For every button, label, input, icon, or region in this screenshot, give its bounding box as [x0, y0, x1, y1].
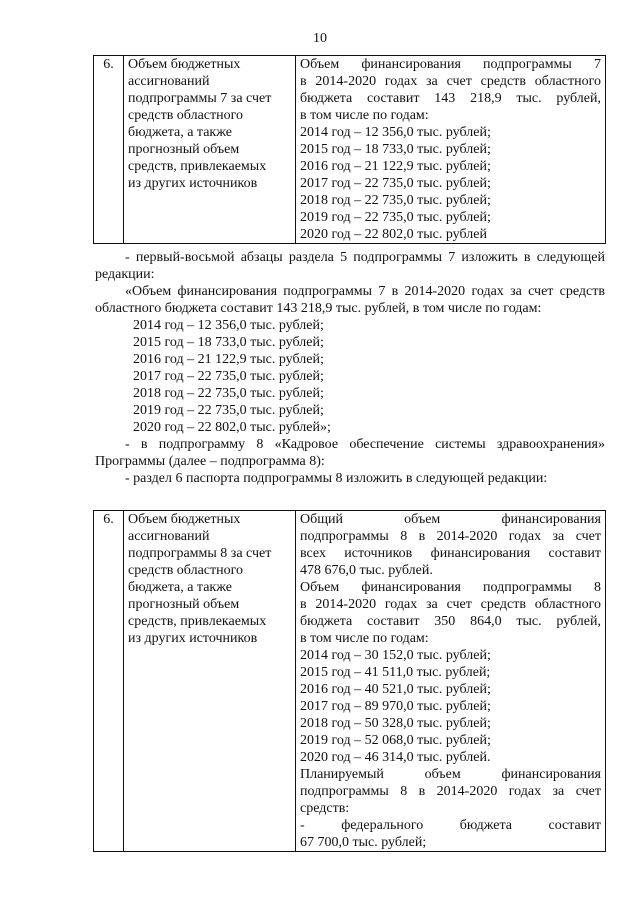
cell-line: Объем бюджетных: [128, 57, 241, 72]
paragraph: - в подпрограмму 8 «Кадровое обеспечение системы здравоохранения» Программы (далее – подпрограмма 8):: [95, 437, 605, 469]
cell-line: из других источников: [128, 176, 258, 191]
cell-line: в том числе по годам:: [300, 631, 429, 646]
cell-line: из других источников: [128, 631, 258, 646]
paragraph: «Объем финансирования подпрограммы 7 в 2014-2020 годах за счет средств областного бюджета составит 143 218,9 тыс. рублей, в том числе по годам:: [95, 284, 605, 316]
cell-line: бюджета составит 143 218,9 тыс. рублей,: [300, 91, 601, 106]
year-amount: 2016 год – 21 122,9 тыс. рублей;: [133, 352, 324, 367]
cell-line: - федерального бюджета составит: [300, 818, 601, 833]
row-content-cell: [296, 56, 606, 244]
year-amount: 2014 год – 12 356,0 тыс. рублей;: [300, 125, 491, 140]
year-amount: 2016 год – 40 521,0 тыс. рублей;: [300, 682, 491, 697]
cell-line: средств, привлекаемых: [128, 614, 267, 629]
year-amount: 2015 год – 18 733,0 тыс. рублей;: [133, 335, 324, 350]
row-title-cell: [124, 511, 296, 852]
paragraph: - раздел 6 паспорта подпрограммы 8 изложить в следующей редакции:: [125, 471, 548, 486]
year-amount: 2017 год – 22 735,0 тыс. рублей;: [300, 176, 491, 191]
cell-line: средств:: [300, 801, 350, 816]
cell-line: в 2014-2020 годах за счет средств областного: [300, 74, 601, 89]
year-amount: 2018 год – 22 735,0 тыс. рублей;: [133, 386, 324, 401]
row-title-cell: [124, 56, 296, 244]
cell-line: в 2014-2020 годах за счет средств областного: [300, 597, 601, 612]
year-amount: 2020 год – 22 802,0 тыс. рублей»;: [133, 420, 331, 435]
year-amount: 2016 год – 21 122,9 тыс. рублей;: [300, 159, 491, 174]
cell-line: подпрограммы 8 в 2014-2020 годах за счет: [300, 784, 601, 799]
row-number: 6.: [94, 56, 124, 244]
cell-line: прогнозный объем: [128, 142, 240, 157]
row-number: 6.: [94, 511, 124, 852]
cell-line: всех источников финансирования составит: [300, 546, 601, 561]
cell-line: подпрограммы 7 за счет: [128, 91, 272, 106]
cell-line: средств областного: [128, 108, 244, 123]
year-amount: 2020 год – 46 314,0 тыс. рублей.: [300, 750, 491, 765]
cell-line: Объем финансирования подпрограммы 8: [300, 580, 601, 595]
cell-line: 67 700,0 тыс. рублей;: [300, 835, 427, 850]
cell-line: Планируемый объем финансирования: [300, 767, 601, 782]
year-amount: 2014 год – 30 152,0 тыс. рублей;: [300, 648, 491, 663]
cell-line: средств, привлекаемых: [128, 159, 267, 174]
year-amount: 2017 год – 22 735,0 тыс. рублей;: [133, 369, 324, 384]
year-amount: 2014 год – 12 356,0 тыс. рублей;: [133, 318, 324, 333]
cell-line: средств областного: [128, 563, 244, 578]
cell-line: ассигнований: [128, 74, 210, 89]
row-content-cell: [296, 511, 606, 852]
cell-line: 478 676,0 тыс. рублей.: [300, 563, 433, 578]
cell-line: в том числе по годам:: [300, 108, 429, 123]
year-amount: 2019 год – 52 068,0 тыс. рублей;: [300, 733, 491, 748]
paragraph: - первый-восьмой абзацы раздела 5 подпрограммы 7 изложить в следующей редакции:: [95, 250, 605, 282]
year-amount: 2020 год – 22 802,0 тыс. рублей: [300, 227, 487, 242]
cell-line: бюджета, а также: [128, 580, 232, 595]
budget-table-subprogram-7: [93, 55, 606, 244]
year-amount: 2015 год – 18 733,0 тыс. рублей;: [300, 142, 491, 157]
cell-line: бюджета, а также: [128, 125, 232, 140]
table-row: [94, 56, 606, 244]
year-amount: 2019 год – 22 735,0 тыс. рублей;: [300, 210, 491, 225]
table-row: [94, 511, 606, 852]
page-number: 10: [313, 31, 327, 46]
budget-table-subprogram-8: [93, 510, 606, 852]
year-amount: 2015 год – 41 511,0 тыс. рублей;: [300, 665, 491, 680]
year-amount: 2018 год – 50 328,0 тыс. рублей;: [300, 716, 491, 731]
cell-line: подпрограммы 8 за счет: [128, 546, 272, 561]
cell-line: бюджета составит 350 864,0 тыс. рублей,: [300, 614, 601, 629]
year-amount: 2019 год – 22 735,0 тыс. рублей;: [133, 403, 324, 418]
cell-line: ассигнований: [128, 529, 210, 544]
year-amount: 2017 год – 89 970,0 тыс. рублей;: [300, 699, 491, 714]
cell-line: Общий объем финансирования: [300, 512, 601, 527]
cell-line: Объем финансирования подпрограммы 7: [300, 57, 601, 72]
cell-line: подпрограммы 8 в 2014-2020 годах за счет: [300, 529, 601, 544]
year-amount: 2018 год – 22 735,0 тыс. рублей;: [300, 193, 491, 208]
body-text: [95, 249, 605, 487]
cell-line: прогнозный объем: [128, 597, 240, 612]
cell-line: Объем бюджетных: [128, 512, 241, 527]
